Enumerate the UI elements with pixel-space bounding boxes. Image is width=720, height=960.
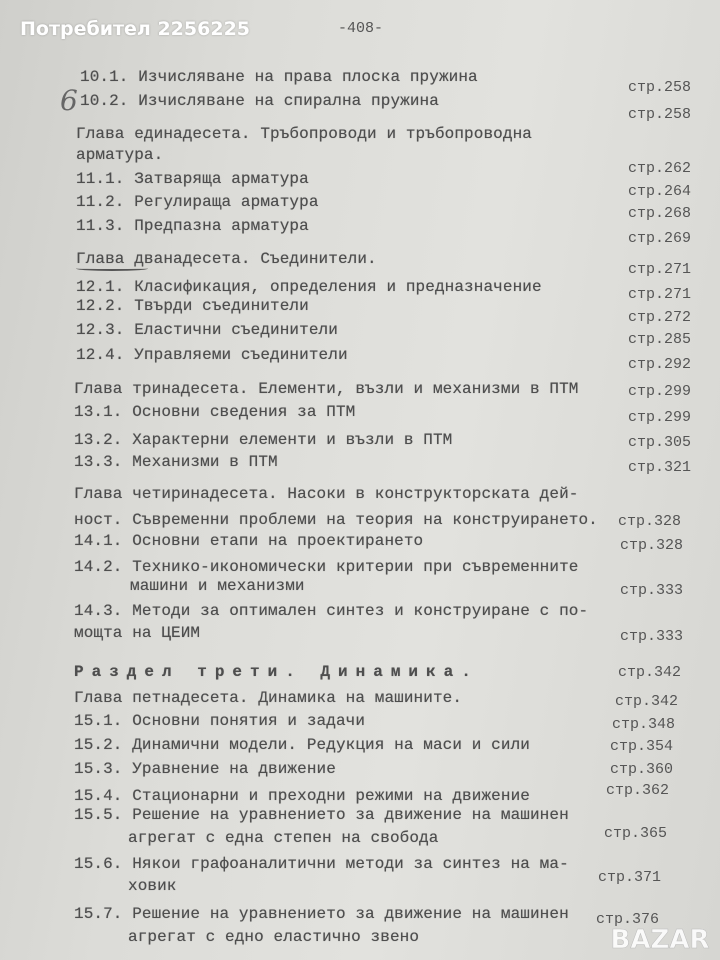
toc-entry: 15.2. Динамични модели. Редукция на маси и сили [74,736,530,754]
toc-entry: агрегат с една степен на свобода [128,829,439,847]
toc-entry: ховик [128,877,177,895]
toc-entry: 12.3. Еластични съединители [76,321,338,339]
toc-entry: 11.3. Предпазна арматура [76,217,309,235]
chapter-title: арматура. [76,146,164,164]
chapter-title: Глава дванадесета. Съединители. [76,250,377,268]
toc-page: стр.365 [604,825,668,842]
toc-entry: 12.1. Класификация, определения и предназначение [76,278,542,296]
toc-page: стр.376 [596,911,660,928]
toc-page: стр.271 [628,286,692,303]
toc-entry: 12.2. Твърди съединители [76,297,309,315]
toc-entry: 10.2. Изчисляване на спирална пружина [80,92,439,110]
toc-entry: 15.5. Решение на уравнението за движение на машинен [74,806,569,824]
toc-page: стр.269 [628,230,692,247]
toc-page: стр.354 [610,738,674,755]
toc-entry: 10.1. Изчисляване на права плоска пружина [80,68,478,86]
toc-page: стр.362 [606,782,670,799]
watermark: Потребител 2256225 [20,18,251,40]
toc-page: стр.333 [620,582,684,599]
toc-entry: 14.3. Методи за оптимален синтез и конструиране с по- [74,602,589,620]
toc-page: стр.299 [628,383,692,400]
toc-page: стр.285 [628,331,692,348]
toc-entry: 15.6. Някои графоаналитични методи за синтез на ма- [74,855,569,873]
toc-page: стр.292 [628,356,692,373]
toc-entry: 13.1. Основни сведения за ПТМ [74,403,356,421]
chapter-title: Глава петнадесета. Динамика на машините. [74,689,463,707]
section-title: Раздел трети. Динамика. [74,663,479,681]
toc-page: стр.333 [620,628,684,645]
svg-text:BAZAR: BAZAR [610,925,710,955]
chapter-title: Глава четиринадесета. Насоки в конструкторската дей- [74,485,579,503]
toc-page: стр.348 [612,716,676,733]
toc-page: стр.342 [618,664,682,681]
toc-entry: машини и механизми [130,577,305,595]
toc-page: стр.264 [628,183,692,200]
toc-entry: 13.3. Механизми в ПТМ [74,453,278,471]
toc-entry: агрегат с едно еластично звено [128,928,420,946]
toc-page: стр.268 [628,205,692,222]
page-number: -408- [338,20,384,37]
chapter-title: ност. Съвременни проблеми на теория на конструирането. [74,511,598,529]
toc-page: стр.371 [598,869,662,886]
toc-page: стр.299 [628,409,692,426]
toc-entry: 11.2. Регулираща арматура [76,193,319,211]
toc-page: стр.305 [628,434,692,451]
toc-entry: 14.2. Технико-икономически критерии при съвременните [74,558,579,576]
chapter-title: Глава единадесета. Тръбопроводи и тръбопроводна [76,125,532,143]
toc-entry: 15.7. Решение на уравнението за движение на машинен [74,905,569,923]
toc-page: стр.321 [628,459,692,476]
toc-entry: 15.1. Основни понятия и задачи [74,712,366,730]
toc-page: стр.258 [628,106,692,123]
chapter-title: Глава тринадесета. Елементи, възли и механизми в ПТМ [74,380,579,398]
toc-page: стр.272 [628,309,692,326]
bazar-logo [610,908,710,958]
handwritten-mark: 6 [60,84,78,117]
toc-entry: 15.4. Стационарни и преходни режими на движение [74,787,530,805]
toc-page: стр.342 [615,693,679,710]
toc-entry: 11.1. Затваряща арматура [76,170,309,188]
toc-page: стр.360 [610,761,674,778]
toc-entry: 13.2. Характерни елементи и възли в ПТМ [74,431,453,449]
toc-entry: 15.3. Уравнение на движение [74,760,336,778]
toc-page: стр.328 [620,537,684,554]
toc-entry: 12.4. Управляеми съединители [76,346,348,364]
toc-entry: мощта на ЦЕИМ [74,624,201,642]
toc-page: стр.328 [618,513,682,530]
toc-page: стр.271 [628,261,692,278]
toc-page: стр.262 [628,160,692,177]
toc-page: стр.258 [628,79,692,96]
toc-entry: 14.1. Основни етапи на проектирането [74,532,424,550]
